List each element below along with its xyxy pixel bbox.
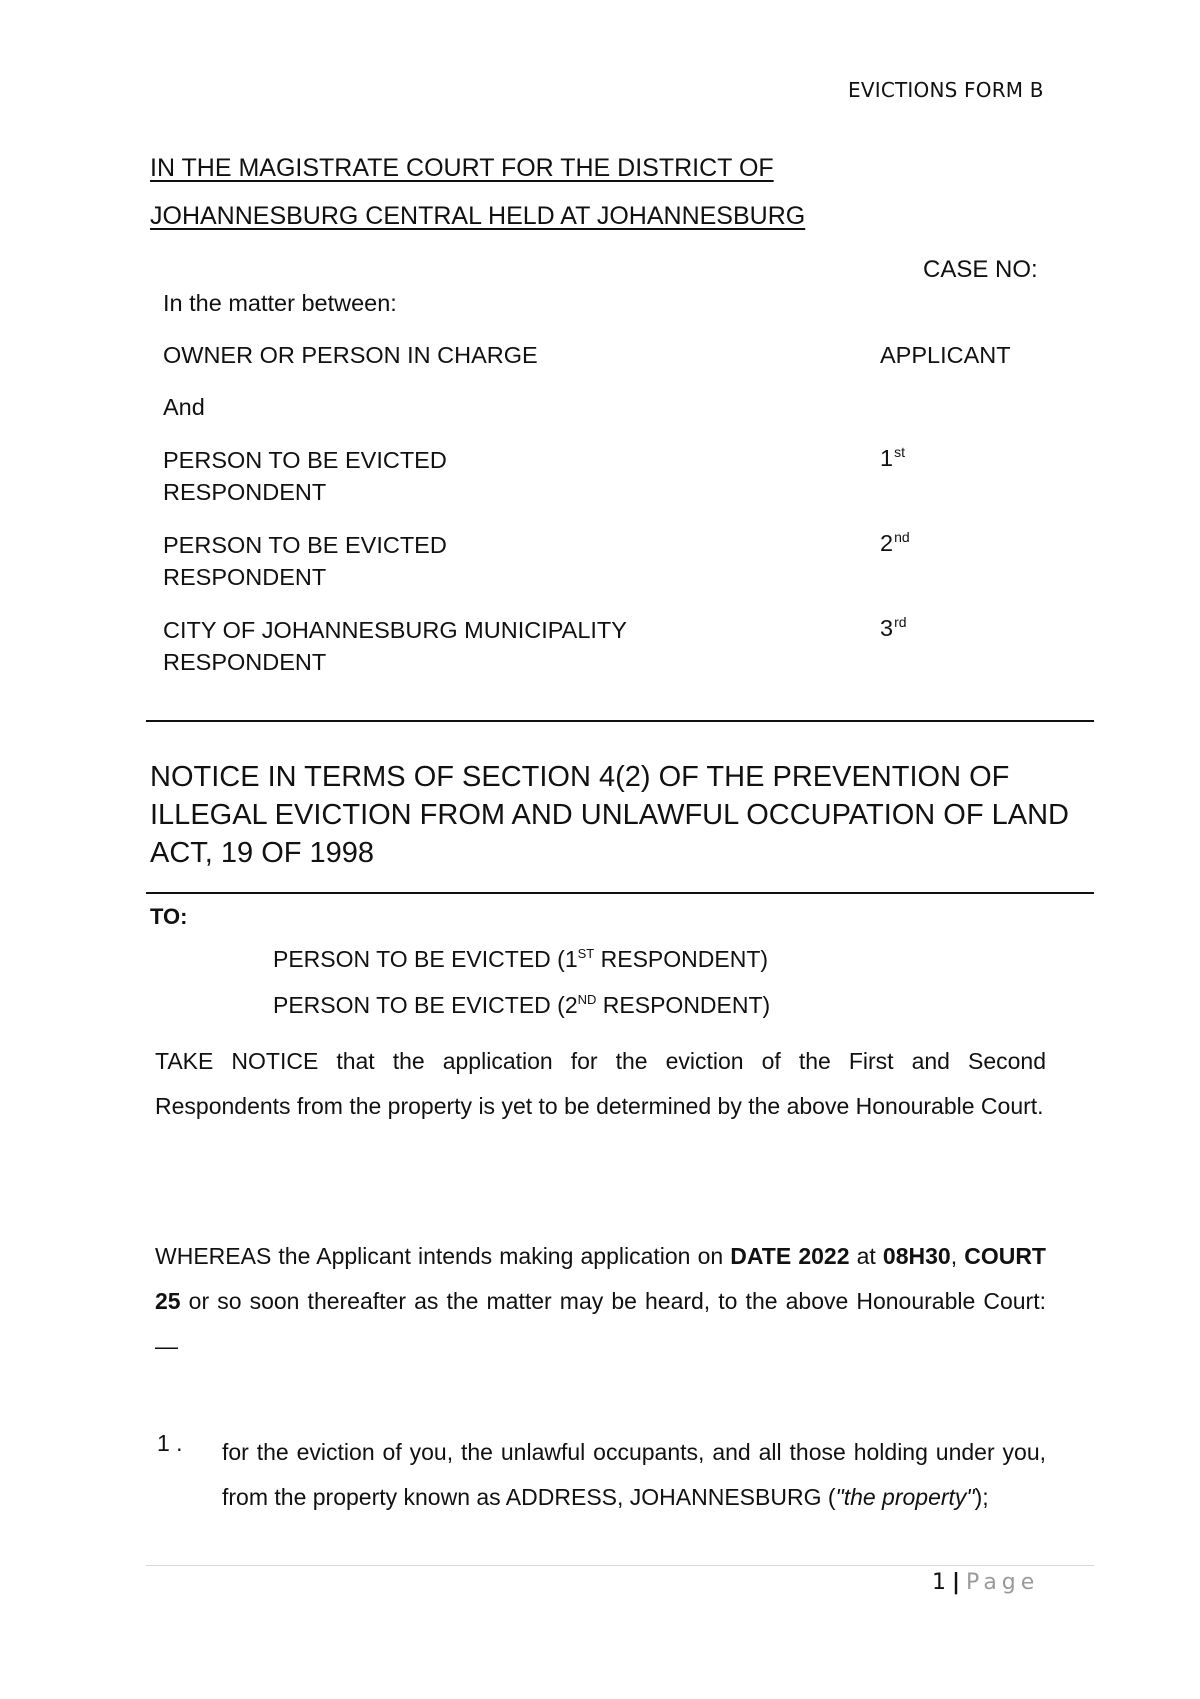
take-notice-paragraph: TAKE NOTICE that the application for the eviction of the First and Second Respondents from the property is yet to be determined by the above Honourable Court. bbox=[155, 1048, 1046, 1119]
respondent-3-role: RESPONDENT bbox=[163, 649, 327, 675]
to-recipient-2: PERSON TO BE EVICTED (2ND RESPONDENT) bbox=[273, 992, 771, 1018]
page-footer: 1 | Page bbox=[932, 1570, 1040, 1595]
to-recipient-1: PERSON TO BE EVICTED (1ST RESPONDENT) bbox=[273, 946, 769, 972]
applicant-name: OWNER OR PERSON IN CHARGE bbox=[163, 342, 538, 368]
respondent-1-role: RESPONDENT bbox=[163, 479, 327, 505]
whereas-paragraph: WHEREAS the Applicant intends making application on DATE 2022 at 08H30, COURT 25 or so soon thereafter as the matter may be heard, to the above Honourable Court: — bbox=[155, 1243, 1046, 1359]
to-label: TO: bbox=[150, 904, 188, 929]
respondent-3-ordinal: 3rd bbox=[880, 614, 907, 641]
court-number: COURT 25 bbox=[155, 1243, 1046, 1314]
hearing-time: 08H30 bbox=[882, 1243, 951, 1269]
list-item-number: 1 . bbox=[157, 1430, 183, 1456]
list-item: for the eviction of you, the unlawful occupants, and all those holding under you, from the property known as ADDRESS, JOHANNESBURG ("the property"); bbox=[222, 1439, 1046, 1510]
form-label: EVICTIONS FORM B bbox=[848, 78, 1044, 102]
respondent-3-name: CITY OF JOHANNESBURG MUNICIPALITY bbox=[163, 617, 627, 643]
respondent-2 bbox=[163, 529, 803, 593]
respondent-1 bbox=[163, 444, 803, 508]
respondent-1-ordinal: 1st bbox=[880, 444, 905, 471]
respondent-3 bbox=[163, 614, 803, 678]
hearing-date: DATE 2022 bbox=[730, 1243, 850, 1269]
page-word: Page bbox=[966, 1570, 1040, 1595]
court-heading-line-1: IN THE MAGISTRATE COURT FOR THE DISTRICT OF bbox=[150, 154, 774, 182]
applicant-role: APPLICANT bbox=[880, 342, 1011, 368]
notice-title: NOTICE IN TERMS OF SECTION 4(2) OF THE PREVENTION OF ILLEGAL EVICTION FROM AND UNLAWFUL OCCUPATION OF LAND ACT, 19 OF 1998 bbox=[150, 761, 1069, 869]
court-heading-line-2: JOHANNESBURG CENTRAL HELD AT JOHANNESBURG bbox=[150, 202, 806, 230]
case-number-label: CASE NO: bbox=[923, 256, 1038, 283]
page-number: 1 bbox=[932, 1570, 946, 1595]
respondent-1-name: PERSON TO BE EVICTED bbox=[163, 447, 447, 473]
respondent-2-role: RESPONDENT bbox=[163, 564, 327, 590]
respondent-2-ordinal: 2nd bbox=[880, 529, 910, 556]
respondent-2-name: PERSON TO BE EVICTED bbox=[163, 532, 447, 558]
footer-divider bbox=[146, 1565, 1094, 1566]
divider-bottom bbox=[146, 892, 1094, 894]
matter-intro: In the matter between: bbox=[163, 290, 397, 316]
and-label: And bbox=[163, 394, 205, 420]
divider-top bbox=[146, 720, 1094, 722]
